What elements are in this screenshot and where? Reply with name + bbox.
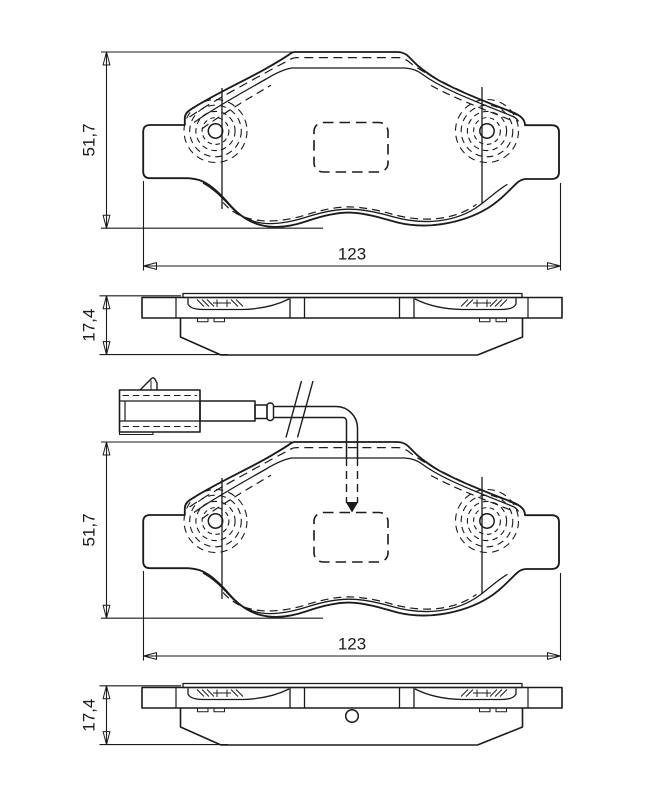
sensor-neck <box>255 405 267 419</box>
dim-height-top <box>80 52 324 228</box>
dim-label-thickness-bottom: 17,4 <box>79 698 99 732</box>
front-view-top-pad <box>143 52 559 227</box>
dim-label-height-bottom: 51,7 <box>79 513 99 547</box>
side-view-top <box>142 294 562 356</box>
connector-latch <box>140 378 157 390</box>
dim-label-width-top: 123 <box>337 244 367 264</box>
dim-label-height-top: 51,7 <box>79 123 99 157</box>
dim-width-bottom <box>144 571 561 661</box>
dim-label-thickness-top: 17,4 <box>79 308 99 342</box>
connector-dashed-lines <box>123 396 198 427</box>
dim-thickness-bottom <box>80 686 229 745</box>
wire-hidden-dashed <box>347 458 358 503</box>
dim-height-bottom <box>80 442 324 618</box>
wire-end-arrow <box>346 502 358 513</box>
connector-body-lines <box>120 401 201 421</box>
wire-break-marks <box>286 381 313 438</box>
connector-body <box>120 390 201 432</box>
front-view-bottom-pad <box>143 442 559 617</box>
connector-boot <box>200 401 255 421</box>
sensor-hole <box>346 710 359 723</box>
wear-sensor-connector <box>120 378 274 435</box>
sensor-collar <box>267 403 274 421</box>
wire-lines <box>274 407 358 459</box>
side-view-bottom <box>142 684 562 746</box>
dim-width-top <box>144 181 561 271</box>
dim-thickness-top <box>80 296 229 355</box>
dim-label-width-bottom: 123 <box>337 634 367 654</box>
